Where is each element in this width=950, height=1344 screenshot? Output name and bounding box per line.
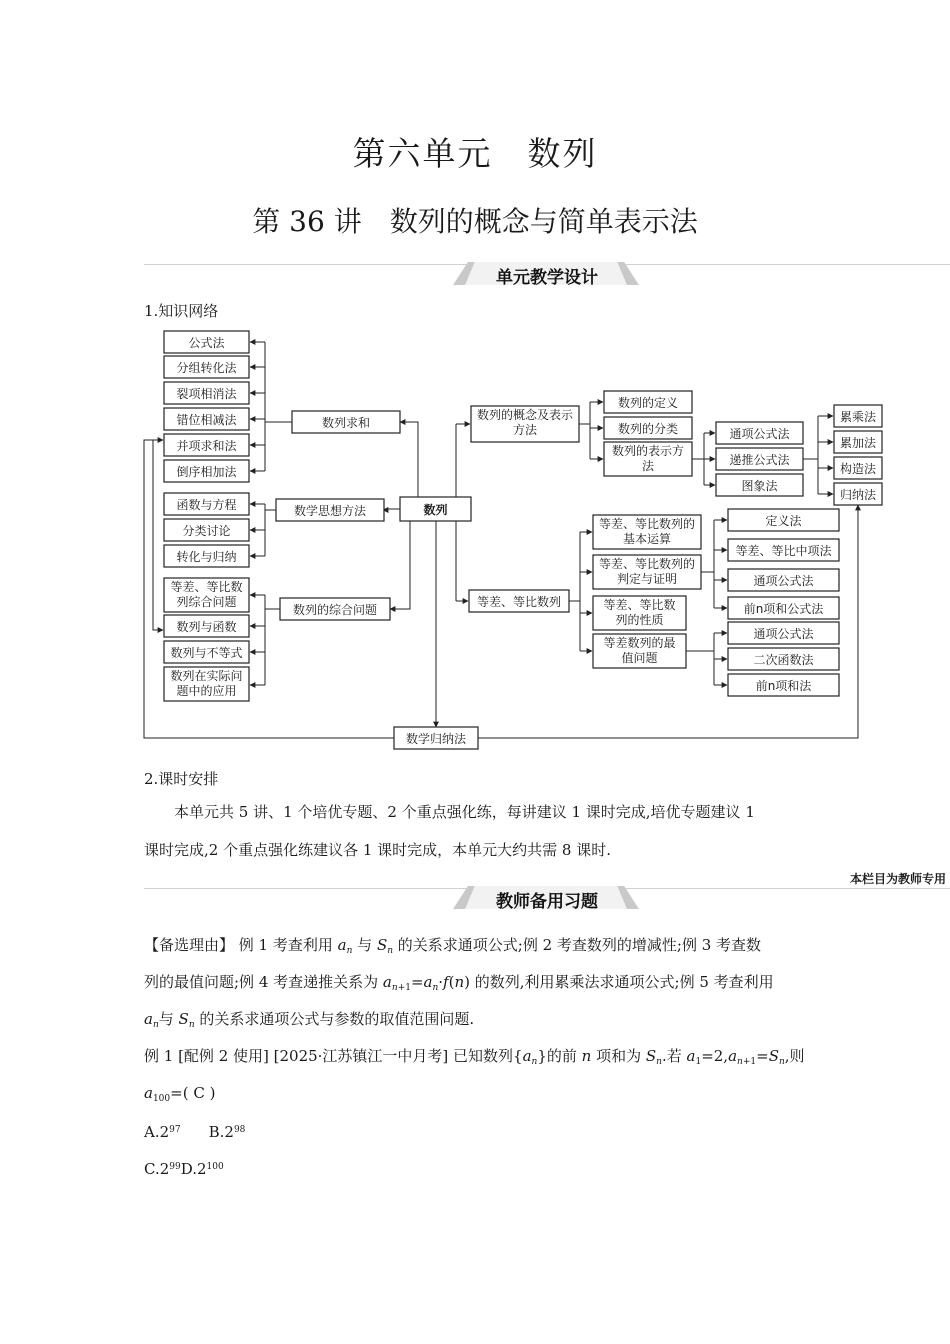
reason-line-1: 【备选理由】 例 1 考查利用 $a_n$ 与 $S_n$ 的关系求通项公式;例 2 考查数列的增减性;例 3 考查数 <box>144 936 762 956</box>
node-concept-1: 数列的定义 <box>617 396 678 410</box>
example-text: = <box>756 1047 769 1065</box>
option-c: $C.2^{99}$ <box>144 1160 181 1178</box>
node-sum-method-2: 分组转化法 <box>176 361 237 375</box>
example-1-options-cd <box>144 1152 808 1185</box>
node-sum-method-5: 并项求和法 <box>176 439 237 453</box>
node-thinking-1: 函数与方程 <box>176 498 237 512</box>
reason-text: 的数列,利用累乘法求通项公式;例 5 考查利用 <box>470 973 774 991</box>
node-comprehensive-1: 等差、等比数列综合问题 <box>170 580 243 609</box>
node-recur-1: 累乘法 <box>839 410 876 424</box>
node-thinking-2: 分类讨论 <box>182 524 231 538</box>
schedule-line-2: 课时完成,2 个重点强化练建议各 1 课时完成，本单元大约共需 8 课时. <box>144 841 612 859</box>
schedule-line-1: 本单元共 5 讲、1 个培优专题、2 个重点强化练，每讲建议 1 课时完成,培优专题建议 1 <box>174 803 755 821</box>
banner-label: 单元教学设计 <box>496 268 598 288</box>
node-repr-3: 图象法 <box>741 479 778 493</box>
node-arith-1: 等差、等比数列的基本运算 <box>598 517 695 546</box>
node-judge-2: 等差、等比中项法 <box>735 544 832 558</box>
reason-text: 例 1 考查利用 <box>234 936 338 954</box>
node-arith-3: 等差、等比数列的性质 <box>603 598 676 627</box>
section-heading-schedule: 2.课时安排 <box>144 770 219 788</box>
node-sum-method-1: 公式法 <box>188 336 225 350</box>
node-sequence-sum: 数列求和 <box>321 416 370 430</box>
section-banner-teacher-exercises <box>144 886 950 912</box>
node-comprehensive-3: 数列与不等式 <box>170 646 243 660</box>
example-text: =2, <box>701 1047 729 1065</box>
node-thinking-3: 转化与归纳 <box>176 550 237 564</box>
option-d: $D.2^{100}$ <box>180 1160 224 1178</box>
teacher-only-note: 本栏目为教师专用 <box>849 872 946 886</box>
node-math-thinking: 数学思想方法 <box>293 504 366 518</box>
reason-text: 与 <box>158 1010 179 1028</box>
node-comprehensive-4: 数列在实际问题中的应用 <box>170 669 243 698</box>
example-1-answer: $a_{100}=$( C ) <box>144 1084 216 1104</box>
lesson-title: 第 36 讲 数列的概念与简单表示法 <box>252 205 698 238</box>
option-a: $A.2^{97}$ <box>144 1123 181 1141</box>
reason-text: 列的最值问题;例 4 考查递推关系为 <box>144 973 383 991</box>
node-comprehensive-2: 数列与函数 <box>176 620 237 634</box>
node-recur-4: 归纳法 <box>839 488 876 502</box>
node-judge-4: 前n项和公式法 <box>743 602 824 616</box>
node-extreme-1: 通项公式法 <box>753 627 814 641</box>
node-arith-geo: 等差、等比数列 <box>476 595 561 609</box>
node-judge-3: 通项公式法 <box>753 574 814 588</box>
node-comprehensive: 数列的综合问题 <box>292 603 377 617</box>
answer-text: =( C ) <box>170 1084 216 1102</box>
reason-text: 的关系求通项公式;例 2 考查数列的增减性;例 3 考查数 <box>393 936 762 954</box>
node-recur-2: 累加法 <box>839 436 876 450</box>
node-sum-method-3: 裂项相消法 <box>176 387 237 401</box>
example-text: }的前 <box>537 1047 582 1065</box>
reason-label: 【备选理由】 <box>144 936 235 954</box>
option-b: $B.2^{98}$ <box>208 1123 246 1141</box>
node-extreme-2: 二次函数法 <box>753 653 814 667</box>
example-text: 项和为 <box>591 1047 646 1065</box>
node-recur-3: 构造法 <box>839 462 876 476</box>
node-concept: 数列的概念及表示方法 <box>476 408 573 437</box>
node-center-sequence: 数列 <box>423 503 448 517</box>
example-1-question: 例 1 [配例 2 使用] [2025·江苏镇江一中月考] 已知数列$\{a_n\}$的前 n 项和为 $S_n$.若 $a_1=2,a_{n+1}=S_n$,则 <box>144 1047 805 1067</box>
node-sum-method-4: 错位相减法 <box>176 413 237 427</box>
unit-title: 第六单元 数列 <box>352 134 598 173</box>
section-heading-knowledge-network: 1.知识网络 <box>144 302 219 320</box>
node-judge-1: 定义法 <box>765 514 802 528</box>
reason-line-2: 列的最值问题;例 4 考查递推关系为 $a_{n+1}=a_n\cdot f(n)$ 的数列,利用累乘法求通项公式;例 5 考查利用 <box>144 973 774 993</box>
example-text: 例 1 [配例 2 使用] [2025·江苏镇江一中月考] 已知数列{ <box>144 1047 523 1065</box>
node-induction: 数学归纳法 <box>405 732 466 746</box>
banner-label: 教师备用习题 <box>496 892 598 912</box>
node-concept-3: 数列的表示方法 <box>611 444 684 473</box>
reason-text: 的关系求通项公式与参数的取值范围问题. <box>194 1010 475 1028</box>
node-arith-4: 等差数列的最值问题 <box>603 636 676 665</box>
node-arith-2: 等差、等比数列的判定与证明 <box>598 557 695 586</box>
example-text: .若 <box>661 1047 687 1065</box>
reason-line-3: $a_n$与 $S_n$ 的关系求通项公式与参数的取值范围问题. <box>144 1010 475 1030</box>
reason-text: 与 <box>352 936 377 954</box>
example-text: ,则 <box>784 1047 805 1065</box>
node-repr-1: 通项公式法 <box>729 427 790 441</box>
example-1-options-ab <box>144 1115 808 1148</box>
node-concept-2: 数列的分类 <box>617 422 678 436</box>
node-repr-2: 递推公式法 <box>729 453 790 467</box>
node-sum-method-6: 倒序相加法 <box>176 465 237 479</box>
node-extreme-3: 前n项和法 <box>755 679 812 693</box>
